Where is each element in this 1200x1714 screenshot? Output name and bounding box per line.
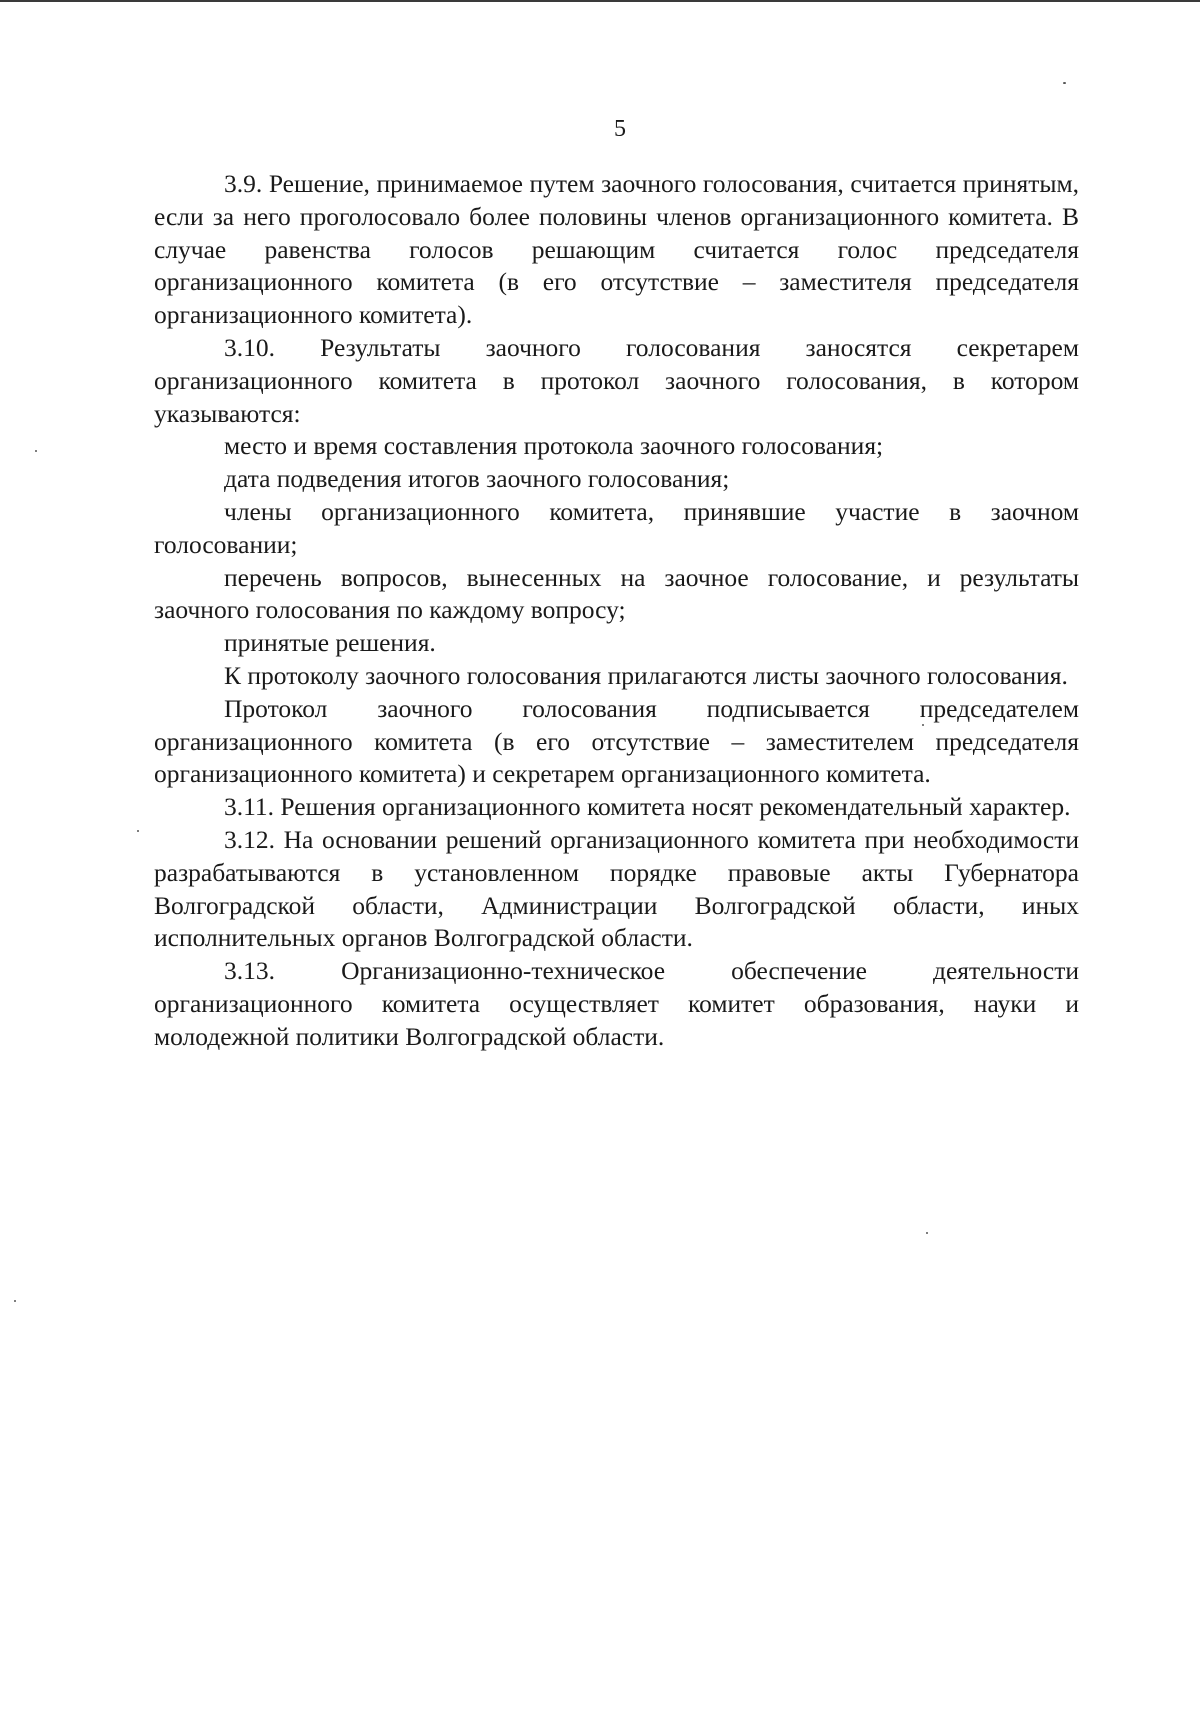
paragraph-signing: Протокол заочного голосования подписывается председателем организационного комитета (в его отсутствие – заместителем председателя организационного комитета) и секретарем организационного комитета. bbox=[154, 693, 1079, 789]
list-item-decisions: принятые решения. bbox=[224, 628, 436, 658]
scan-speck bbox=[922, 724, 924, 726]
paragraph-3-12: 3.12. На основании решений организационного комитета при необходимости разрабатываются в установленном порядке правовые акты Губернатора Волгоградской области, Администрации Волгоградской области, иных исполнительных органов Волгоградской области. bbox=[154, 824, 1079, 953]
scan-speck bbox=[137, 830, 139, 832]
paragraph-3-10: 3.10. Результаты заочного голосования заносятся секретарем организационного комитета в протокол заочного голосования, в котором указываются: bbox=[154, 332, 1079, 428]
scan-speck bbox=[14, 1300, 16, 1302]
paragraph-3-13: 3.13. Организационно-техническое обеспечение деятельности организационного комитета осуществляет комитет образования, науки и молодежной политики Волгоградской области. bbox=[154, 956, 1079, 1051]
page-number: 5 bbox=[614, 116, 626, 142]
list-item-date: дата подведения итогов заочного голосования; bbox=[224, 464, 730, 494]
list-item-members: члены организационного комитета, принявшие участие в заочном голосовании; bbox=[154, 496, 1079, 559]
scan-speck bbox=[926, 1232, 928, 1234]
scan-speck bbox=[35, 450, 37, 452]
scan-speck bbox=[1063, 82, 1066, 84]
paragraph-3-9: 3.9. Решение, принимаемое путем заочного голосования, считается принятым, если за него проголосовало более половины членов организационного комитета. В случае равенства голосов решающим считается голос председателя организационного комитета (в его отсутствие – заместителя председателя организационного комитета). bbox=[154, 169, 1079, 330]
scan-top-edge bbox=[0, 0, 1200, 2]
list-item-questions: перечень вопросов, вынесенных на заочное голосование, и результаты заочного голосования по каждому вопросу; bbox=[154, 562, 1079, 625]
paragraph-3-11: 3.11. Решения организационного комитета носят рекомендательный характер. bbox=[224, 792, 1071, 822]
paragraph-attachments: К протоколу заочного голосования прилагаются листы заочного голосования. bbox=[224, 660, 1068, 690]
list-item-place-time: место и время составления протокола заочного голосования; bbox=[224, 431, 884, 461]
document-body bbox=[154, 168, 1079, 1054]
